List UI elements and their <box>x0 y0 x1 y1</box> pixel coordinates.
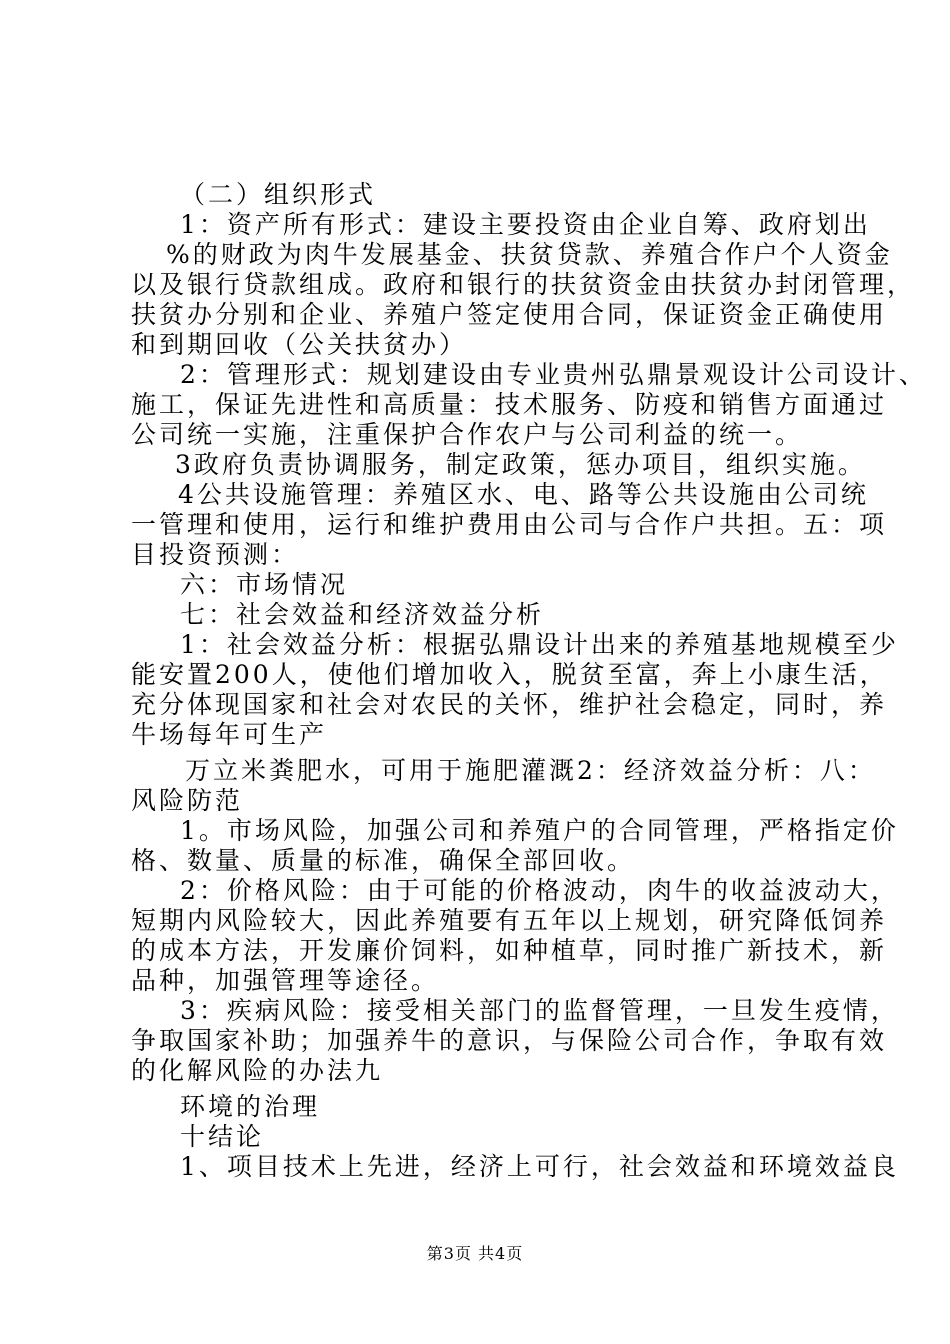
paragraph-line: 1：资产所有形式：建设主要投资由企业自筹、政府划出 <box>180 210 871 239</box>
paragraph-line: 施工，保证先进性和高质量：技术服务、防疫和销售方面通过 <box>131 390 888 419</box>
paragraph-line: 和到期回收（公关扶贫办） <box>131 330 468 359</box>
paragraph-line: 目投资预测： <box>131 540 300 569</box>
section-heading-benefit-analysis: 七：社会效益和经济效益分析 <box>180 600 545 629</box>
paragraph-line: 品种，加强管理等途径。 <box>131 966 440 995</box>
section-heading-risk: 风险防范 <box>131 786 244 815</box>
paragraph-line: 3政府负责协调服务，制定政策，惩办项目，组织实施。 <box>175 450 866 479</box>
paragraph-line: 能安置200人，使他们增加收入，脱贫至富，奔上小康生活， <box>131 660 888 689</box>
paragraph-line: 一管理和使用，运行和维护费用由公司与合作户共担。五：项 <box>131 510 888 539</box>
paragraph-line: 3：疾病风险：接受相关部门的监督管理，一旦发生疫情， <box>180 996 899 1025</box>
paragraph-line: 1。市场风险，加强公司和养殖户的合同管理，严格指定价 <box>180 816 899 845</box>
paragraph-line: 公司统一实施，注重保护合作农户与公司利益的统一。 <box>131 420 804 449</box>
page-number-footer: 第3页 共4页 <box>426 1244 524 1263</box>
paragraph-line: 的成本方法，开发廉价饲料，如种植草，同时推广新技术，新 <box>131 936 888 965</box>
paragraph-line: 的化解风险的办法九 <box>131 1056 384 1085</box>
paragraph-line: 2：价格风险：由于可能的价格波动，肉牛的收益波动大， <box>180 876 899 905</box>
paragraph-line: 争取国家补助；加强养牛的意识，与保险公司合作，争取有效 <box>131 1026 888 1055</box>
paragraph-line: 以及银行贷款组成。政府和银行的扶贫资金由扶贫办封闭管理， <box>131 270 916 299</box>
paragraph-line: 1、项目技术上先进，经济上可行，社会效益和环境效益良 <box>180 1152 899 1181</box>
paragraph-line: 扶贫办分别和企业、养殖户签定使用合同，保证资金正确使用 <box>131 300 888 329</box>
section-heading-conclusion: 十结论 <box>180 1122 265 1151</box>
paragraph-line: 短期内风险较大，因此养殖要有五年以上规划，研究降低饲养 <box>131 906 888 935</box>
paragraph-line: 格、数量、质量的标准，确保全部回收。 <box>131 846 636 875</box>
paragraph-line: 万立米粪肥水，可用于施肥灌溉2：经济效益分析：八： <box>185 756 876 785</box>
section-heading-market: 六：市场情况 <box>180 570 349 599</box>
paragraph-line: 4公共设施管理：养殖区水、电、路等公共设施由公司统 <box>178 480 869 509</box>
paragraph-line: 充分体现国家和社会对农民的关怀，维护社会稳定，同时，养 <box>131 690 888 719</box>
paragraph-line: 1：社会效益分析：根据弘鼎设计出来的养殖基地规模至少 <box>180 630 899 659</box>
paragraph-line: 2：管理形式：规划建设由专业贵州弘鼎景观设计公司设计、 <box>180 360 927 389</box>
paragraph-line: %的财政为肉牛发展基金、扶贫贷款、养殖合作户个人资金 <box>166 240 893 269</box>
section-heading-organization: （二）组织形式 <box>180 180 377 209</box>
section-heading-environment: 环境的治理 <box>180 1092 321 1121</box>
paragraph-line: 牛场每年可生产 <box>131 720 328 749</box>
